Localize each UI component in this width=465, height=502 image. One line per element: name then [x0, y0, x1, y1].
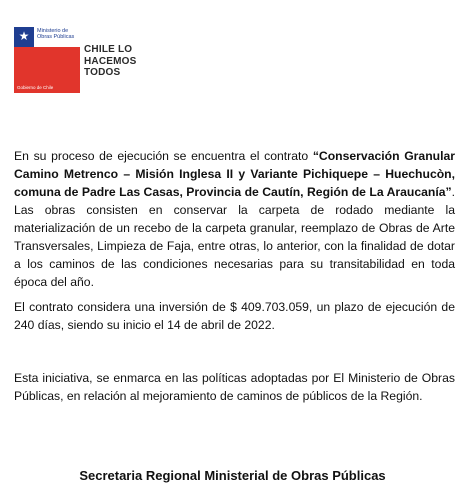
- paragraph-initiative: Esta iniciativa, se enmarca en las políticas adoptadas por El Ministerio de Obras Públicas, en relación al mejoramiento de caminos de públicos de la Región.: [14, 371, 455, 403]
- flag-red-field: [14, 47, 80, 93]
- slogan-line-1: CHILE LO: [84, 44, 133, 55]
- slogan-line-3: TODOS: [84, 67, 121, 78]
- ministry-name: [37, 28, 74, 40]
- ministry-line-2: Obras Públicas: [37, 34, 75, 40]
- paragraph-intro: En su proceso de ejecución se encuentra el contrato: [14, 149, 313, 163]
- star-icon: ★: [18, 29, 30, 43]
- mop-logo: [14, 27, 80, 93]
- slogan-line-2: HACEMOS: [84, 55, 137, 67]
- paragraph-contract: [14, 147, 455, 291]
- slogan: [84, 44, 137, 79]
- contract-name: “Conservación Granular Camino Metrenco – Misión Inglesa II y Variante Pichiquepe – Huechucòn, comuna de Padre Las Casas, Provincia de Cautín, Región de La Araucanía”: [14, 149, 455, 199]
- gobierno-label: Gobierno de Chile: [17, 85, 54, 90]
- paragraph-investment: El contrato considera una inversión de $ 409.703.059, un plazo de ejecución de 240 días, siendo su inicio el 14 de abril de 2022.: [14, 300, 455, 332]
- footer-signature: Secretaria Regional Ministerial de Obras Públicas: [79, 468, 386, 483]
- ministry-line-1: Ministerio de: [37, 28, 69, 34]
- contract-period: .: [451, 185, 455, 199]
- works-description: Las obras consisten en conservar la carpeta de rodado mediante la materialización de un recebo de la carpeta granular, reemplazo de Obras de Arte Transversales, Limpieza de Faja, entre otras, lo anterior, con la finalidad de dotar a los caminos de las condiciones necesarias para su transitabilidad en toda época del año.: [14, 203, 455, 289]
